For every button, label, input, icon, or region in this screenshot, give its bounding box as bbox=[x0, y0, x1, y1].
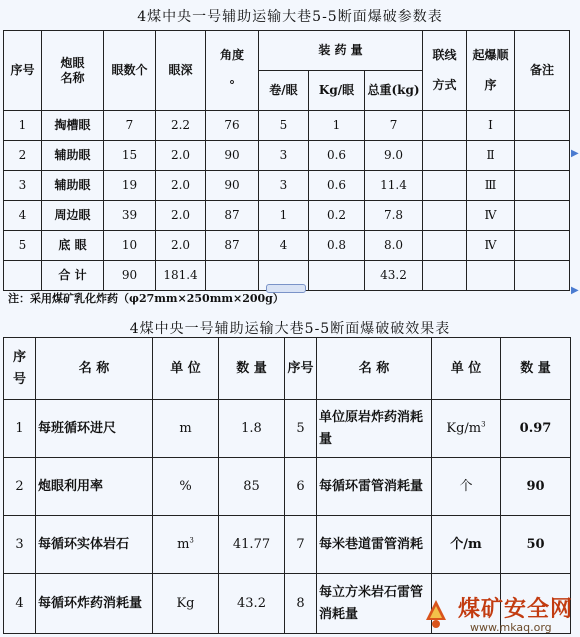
header-order: 起爆顺 序 bbox=[467, 31, 515, 111]
cell-qty: 1.8 bbox=[219, 400, 285, 458]
cell-name: 每循环实体岩石 bbox=[36, 516, 153, 574]
cell-name-b: 每立方米岩石雷管消耗量 bbox=[317, 574, 432, 634]
cell-roll: 3 bbox=[259, 141, 309, 171]
cell-depth: 2.2 bbox=[156, 111, 206, 141]
total-count: 90 bbox=[104, 261, 156, 291]
cell-angle: 76 bbox=[206, 111, 259, 141]
cell-order: Ⅱ bbox=[467, 141, 515, 171]
header-unit: 单 位 bbox=[153, 338, 219, 400]
cell-name: 每班循环进尺 bbox=[36, 400, 153, 458]
total-depth: 181.4 bbox=[156, 261, 206, 291]
total-label: 合 计 bbox=[42, 261, 104, 291]
cell-total: 9.0 bbox=[365, 141, 423, 171]
table-row bbox=[4, 171, 570, 201]
table2-title: 4煤中央一号辅助运输大巷5-5断面爆破破效果表 bbox=[129, 321, 451, 337]
cell-no-b: 6 bbox=[285, 458, 317, 516]
cell-angle: 87 bbox=[206, 201, 259, 231]
cell-order: Ⅳ bbox=[467, 201, 515, 231]
cell-unit-b: 个/m bbox=[432, 516, 501, 574]
cell-qty-b: 50 bbox=[501, 516, 571, 574]
cell-angle: 90 bbox=[206, 141, 259, 171]
explosive-note: 注：采用煤矿乳化炸药（φ27mm×250mm×200g） bbox=[8, 292, 284, 305]
cell-no: 2 bbox=[4, 458, 36, 516]
cell-name-b: 单位原岩炸药消耗量 bbox=[317, 400, 432, 458]
cell-name: 炮眼利用率 bbox=[36, 458, 153, 516]
cell-roll: 3 bbox=[259, 171, 309, 201]
cell-wiring bbox=[423, 141, 467, 171]
cell-no: 4 bbox=[4, 574, 36, 634]
cell-remark bbox=[515, 171, 570, 201]
cell-qty-b: 90 bbox=[501, 458, 571, 516]
cell-kg: 1 bbox=[309, 111, 365, 141]
cell-kg: 0.6 bbox=[309, 171, 365, 201]
cell-order: Ⅳ bbox=[467, 231, 515, 261]
blasting-parameters-table bbox=[3, 30, 570, 291]
cell-roll: 1 bbox=[259, 201, 309, 231]
cell-remark bbox=[515, 201, 570, 231]
cell-kg: 0.6 bbox=[309, 141, 365, 171]
cell-unit: Kg bbox=[153, 574, 219, 634]
cell-angle: 87 bbox=[206, 231, 259, 261]
header-kg: Kg/眼 bbox=[309, 71, 365, 111]
cell-name: 辅助眼 bbox=[42, 171, 104, 201]
table-row bbox=[4, 231, 570, 261]
header-wiring: 联线 方式 bbox=[423, 31, 467, 111]
cell-wiring bbox=[423, 201, 467, 231]
cell-no-b: 5 bbox=[285, 400, 317, 458]
blasting-effect-table bbox=[3, 337, 574, 634]
header-total: 总重(kg) bbox=[365, 71, 423, 111]
logo-name: 煤矿安全网 bbox=[458, 597, 574, 622]
cell-unit-b: $Kg/m^3$ bbox=[432, 400, 501, 458]
header-charge: 装 药 量 bbox=[259, 31, 423, 71]
cell-no: 1 bbox=[4, 111, 42, 141]
header-roll: 卷/眼 bbox=[259, 71, 309, 111]
header-no-b: 序号 bbox=[285, 338, 317, 400]
table-row bbox=[4, 458, 571, 516]
cell-count: 39 bbox=[104, 201, 156, 231]
cell-name: 周边眼 bbox=[42, 201, 104, 231]
table-row bbox=[4, 516, 571, 574]
header-hole-name: 炮眼 名称 bbox=[42, 31, 104, 111]
header-no: 序 号 bbox=[4, 338, 36, 400]
cell-name-b: 每循环雷管消耗量 bbox=[317, 458, 432, 516]
cell-roll: 4 bbox=[259, 231, 309, 261]
header-unit-b: 单 位 bbox=[432, 338, 501, 400]
cell-no-b: 7 bbox=[285, 516, 317, 574]
cell-depth: 2.0 bbox=[156, 171, 206, 201]
cell-wiring bbox=[423, 111, 467, 141]
cell-name: 底 眼 bbox=[42, 231, 104, 261]
cell-angle: 90 bbox=[206, 171, 259, 201]
header-remark: 备注 bbox=[515, 31, 570, 111]
cell-total: 7 bbox=[365, 111, 423, 141]
table-row bbox=[4, 201, 570, 231]
cell-order: Ⅰ bbox=[467, 111, 515, 141]
cell-no: 1 bbox=[4, 400, 36, 458]
cell-unit: m bbox=[153, 400, 219, 458]
cell-count: 10 bbox=[104, 231, 156, 261]
header-hole-depth: 眼深 bbox=[156, 31, 206, 111]
header-angle: 角度 ° bbox=[206, 31, 259, 111]
right-arrow-icon[interactable]: ▶ bbox=[571, 285, 579, 296]
cell-name: 每循环炸药消耗量 bbox=[36, 574, 153, 634]
cell-total: 8.0 bbox=[365, 231, 423, 261]
header-no: 序号 bbox=[4, 31, 42, 111]
cell-qty: 43.2 bbox=[219, 574, 285, 634]
table-row bbox=[4, 111, 570, 141]
cell-unit: $m^3$ bbox=[153, 516, 219, 574]
cell-wiring bbox=[423, 231, 467, 261]
cell-no: 3 bbox=[4, 516, 36, 574]
header-hole-count: 眼数个 bbox=[104, 31, 156, 111]
cell-no: 4 bbox=[4, 201, 42, 231]
cell-count: 19 bbox=[104, 171, 156, 201]
header-qty: 数 量 bbox=[219, 338, 285, 400]
cell-kg: 0.8 bbox=[309, 231, 365, 261]
table-row bbox=[4, 400, 571, 458]
cell-no-b: 8 bbox=[285, 574, 317, 634]
table-row bbox=[4, 141, 570, 171]
header-name-b: 名 称 bbox=[317, 338, 432, 400]
cell-remark bbox=[515, 231, 570, 261]
cell-qty: 85 bbox=[219, 458, 285, 516]
cell-roll: 5 bbox=[259, 111, 309, 141]
cell-unit: % bbox=[153, 458, 219, 516]
cell-order: Ⅲ bbox=[467, 171, 515, 201]
cell-no: 3 bbox=[4, 171, 42, 201]
cell-total: 7.8 bbox=[365, 201, 423, 231]
cell-remark bbox=[515, 141, 570, 171]
total-weight: 43.2 bbox=[365, 261, 423, 291]
cell-depth: 2.0 bbox=[156, 201, 206, 231]
logo-url[interactable]: www.mkaq.org bbox=[470, 621, 552, 634]
header-qty-b: 数 量 bbox=[501, 338, 571, 400]
cell-qty-b: 0.97 bbox=[501, 400, 571, 458]
cell-no: 2 bbox=[4, 141, 42, 171]
cell-name-b: 每米巷道雷管消耗 bbox=[317, 516, 432, 574]
cell-no: 5 bbox=[4, 231, 42, 261]
cell-depth: 2.0 bbox=[156, 141, 206, 171]
cell-unit-b: 个 bbox=[432, 458, 501, 516]
cell-count: 15 bbox=[104, 141, 156, 171]
cell-depth: 2.0 bbox=[156, 231, 206, 261]
cell-total: 11.4 bbox=[365, 171, 423, 201]
header-name: 名 称 bbox=[36, 338, 153, 400]
right-arrow-icon[interactable]: ▶ bbox=[571, 148, 579, 159]
cell-kg: 0.2 bbox=[309, 201, 365, 231]
cell-remark bbox=[515, 111, 570, 141]
cell-count: 7 bbox=[104, 111, 156, 141]
cell-name: 辅助眼 bbox=[42, 141, 104, 171]
table1-title: 4煤中央一号辅助运输大巷5-5断面爆破参数表 bbox=[137, 9, 443, 25]
cell-qty: 41.77 bbox=[219, 516, 285, 574]
cell-wiring bbox=[423, 171, 467, 201]
cell-name: 掏槽眼 bbox=[42, 111, 104, 141]
